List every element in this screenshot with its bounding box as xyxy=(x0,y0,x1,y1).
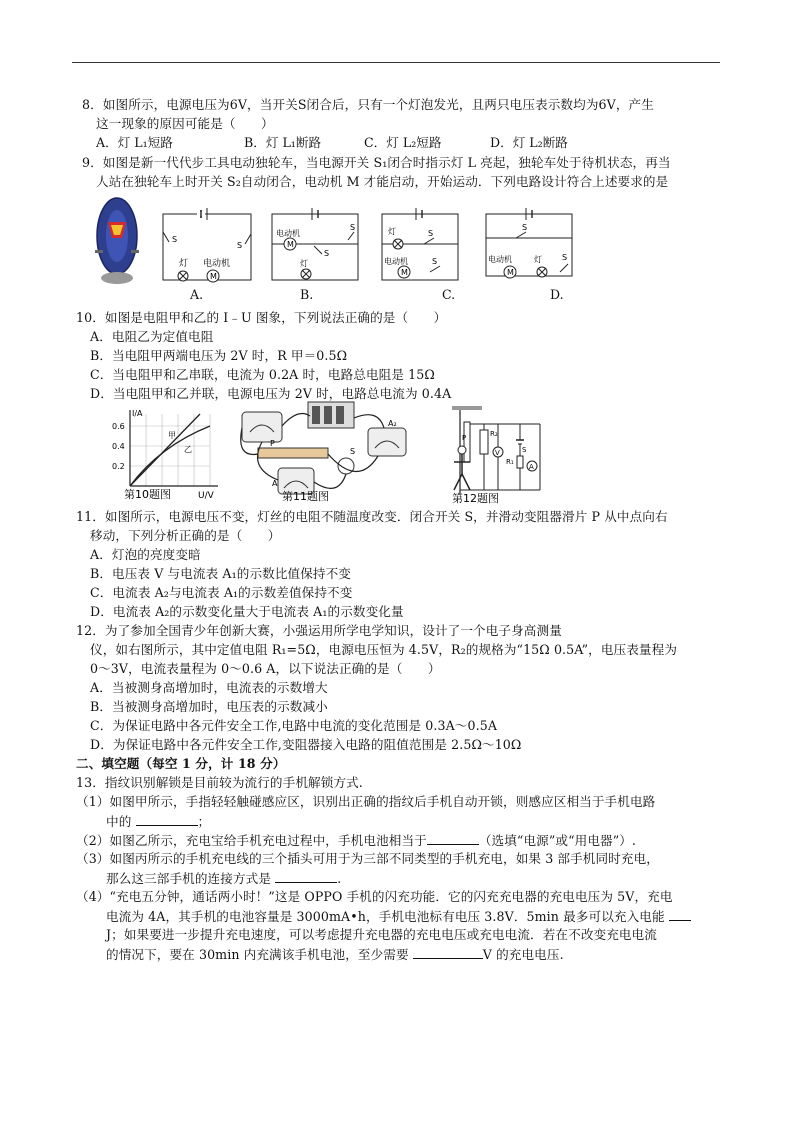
svg-text:A₂: A₂ xyxy=(388,419,397,428)
q13-part4-line3: J；如果要进一步提升充电速度，可以考虑提升充电器的充电电压或充电电流．若在不改变充电电流 xyxy=(106,927,657,942)
svg-text:灯: 灯 xyxy=(300,259,308,268)
fig12-caption: 第12题图 xyxy=(452,492,499,504)
svg-text:R₁: R₁ xyxy=(506,458,514,466)
svg-text:灯: 灯 xyxy=(179,259,189,269)
q11-stem-line1: 11．如图所示，电源电压不变，灯丝的电阻不随温度改变．闭合开关 S，并滑动变阻器滑片 P 从中点向右 xyxy=(76,509,668,524)
svg-text:V: V xyxy=(495,449,500,457)
q11-option-c: C．电流表 A₂与电流表 A₁的示数差值保持不变 xyxy=(90,585,353,600)
fig10-caption: 第10题图 xyxy=(124,488,171,501)
svg-text:S: S xyxy=(428,229,434,238)
q13-part4-blank2[interactable] xyxy=(413,946,483,959)
q13-stem: 13．指纹识别解锁是目前较为流行的手机解锁方式. xyxy=(76,775,363,790)
graph-xlabel: U/V xyxy=(198,491,214,501)
svg-text:灯: 灯 xyxy=(534,255,542,264)
q9-caption-a: A. xyxy=(190,287,204,302)
q11-option-a: A．灯泡的亮度变暗 xyxy=(90,547,201,562)
svg-text:电动机: 电动机 xyxy=(276,229,300,238)
q10-stem: 10．如图是电阻甲和乙的 I﹣U 图象，下列说法正确的是（ ） xyxy=(76,310,447,325)
svg-text:P: P xyxy=(270,439,275,448)
svg-text:S: S xyxy=(172,235,178,244)
svg-text:A: A xyxy=(272,479,278,488)
svg-text:S: S xyxy=(350,447,356,456)
q13-part4-blank1[interactable] xyxy=(669,908,691,921)
q9-stem-line1: 9．如图是新一代代步工具电动独轮车，当电源开关 S₁闭合时指示灯 L 亮起，独轮车处于待机状态，再当 xyxy=(82,155,671,170)
svg-text:M: M xyxy=(401,268,408,277)
q13-part2-prefix: （2）如图乙所示，充电宝给手机充电过程中，手机电池相当于 xyxy=(76,833,427,848)
q13-part4-line1: （4）“充电五分钟，通话两小时！”这是 OPPO 手机的闪充功能．它的闪充充电器的充电电压为 5V，充电 xyxy=(76,889,673,904)
q11-option-b: B．电压表 V 与电流表 A₁的示数比值保持不变 xyxy=(90,566,351,581)
q8-stem-line2: 这一现象的原因可能是（ ） xyxy=(96,116,274,131)
svg-text:S: S xyxy=(237,241,243,250)
q13-part4-line2-text: 电流为 4A，其手机的电池容量是 3000mA•h，手机电池标有电压 3.8V．5min 最多可以充入电能 xyxy=(106,909,669,924)
q8-stem-line1: 8．如图所示，电源电压为6V，当开关S闭合后，只有一个灯泡发光，且两只电压表示数均为6V，产生 xyxy=(82,97,654,112)
q11-stem-line2: 移动，下列分析正确的是（ ） xyxy=(90,528,281,543)
unicycle-image xyxy=(92,192,142,288)
q13-part1-blank[interactable] xyxy=(136,813,198,826)
q9-caption-b: B. xyxy=(300,287,314,302)
svg-text:电动机: 电动机 xyxy=(384,257,408,266)
section2-heading: 二、填空题（每空 1 分，计 18 分） xyxy=(76,756,286,771)
q10-option-d: D．当电阻甲和乙并联，电源电压为 2V 时，电路总电流为 0.4A xyxy=(90,386,452,401)
svg-text:灯: 灯 xyxy=(388,227,396,236)
q13-part4-line2 xyxy=(106,908,691,925)
circuit-option-b xyxy=(268,208,364,288)
svg-text:电动机: 电动机 xyxy=(488,255,512,264)
q10-option-c: C．当电阻甲和乙串联，电流为 0.2A 时，电路总电阻是 15Ω xyxy=(90,367,435,382)
svg-text:S: S xyxy=(324,249,330,258)
q12-stem-line3: 0～3V，电流表量程为 0～0.6 A，以下说法正确的是（ ） xyxy=(90,661,441,676)
q13-part4-line4 xyxy=(106,946,564,963)
q9-stem-line2: 人站在独轮车上时开关 S₂自动闭合，电动机 M 才能启动，开始运动．下列电路设计符合上述要求的是 xyxy=(96,174,669,189)
q13-part1-prefix: 中的 xyxy=(106,814,136,829)
q10-option-b: B．当电阻甲两端电压为 2V 时，R 甲＝0.5Ω xyxy=(90,348,348,363)
q13-part3-suffix: . xyxy=(337,871,342,886)
q12-option-c: C．为保证电路中各元件安全工作,电路中电流的变化范围是 0.3A～0.5A xyxy=(90,718,498,733)
q13-part4-line4-text: 的情况下，要在 30min 内充满该手机电池，至少需要 xyxy=(106,947,413,962)
q13-part3-blank[interactable] xyxy=(275,870,337,883)
q13-part1-line2 xyxy=(106,813,210,830)
q9-caption-d: D. xyxy=(550,287,564,302)
q11-option-d: D．电流表 A₂的示数变化量大于电流表 A₁的示数变化量 xyxy=(90,604,404,619)
q12-option-a: A．当被测身高增加时，电流表的示数增大 xyxy=(90,680,328,695)
svg-text:S: S xyxy=(562,253,568,262)
iu-graph-figure xyxy=(100,406,228,502)
header-rule xyxy=(72,62,720,63)
q13-part3-line2 xyxy=(106,870,341,887)
circuit-option-d xyxy=(482,208,578,288)
q12-option-b: B．当被测身高增加时，电压表的示数减小 xyxy=(90,699,328,714)
q8-option-b: B．灯 L₁断路 xyxy=(244,135,322,150)
svg-text:P: P xyxy=(462,434,467,442)
q12-option-d: D．为保证电路中各元件安全工作,变阻器接入电路的阻值范围是 2.5Ω～10Ω xyxy=(90,737,522,752)
q12-stem-line1: 12．为了参加全国青少年创新大赛，小强运用所学电学知识，设计了一个电子身高测量 xyxy=(76,623,562,638)
fig11-circuit-photo xyxy=(238,398,410,504)
svg-text:M: M xyxy=(507,268,514,277)
graph-ylabel: I/A xyxy=(132,409,143,418)
fig12-height-meter xyxy=(440,404,550,504)
q13-part1-suffix: ； xyxy=(197,814,211,829)
svg-text:乙: 乙 xyxy=(184,445,192,454)
graph-ytick-2: 0.2 xyxy=(112,462,125,471)
q9-caption-c: C. xyxy=(442,287,456,302)
fig11-caption: 第11题图 xyxy=(282,490,329,503)
svg-text:甲: 甲 xyxy=(168,431,176,440)
q13-part2-suffix: （选填“电源”或“用电器”）. xyxy=(478,833,637,848)
graph-ytick-1: 0.4 xyxy=(112,442,125,451)
svg-text:M: M xyxy=(287,240,294,249)
q13-part2-blank[interactable] xyxy=(427,832,479,845)
q13-part3-line1: （3）如图丙所示的手机充电线的三个插头可用于为三部不同类型的手机充电，如果 3 部手机同时充电， xyxy=(76,851,659,866)
q13-part2-line xyxy=(76,832,636,849)
circuit-option-c xyxy=(378,208,462,288)
q8-option-d: D．灯 L₂断路 xyxy=(490,135,568,150)
q12-stem-line2: 仪，如右图所示，其中定值电阻 R₁=5Ω，电源电压恒为 4.5V，R₂的规格为“15Ω 0.5A”，电压表量程为 xyxy=(90,642,678,657)
q13-part3-prefix: 那么这三部手机的连接方式是 xyxy=(106,871,276,886)
q8-option-c: C．灯 L₂短路 xyxy=(364,135,442,150)
graph-ytick-0: 0.6 xyxy=(112,422,125,431)
svg-text:S: S xyxy=(432,257,438,266)
svg-text:A: A xyxy=(529,463,534,471)
circuit-option-a xyxy=(157,208,257,288)
svg-text:M: M xyxy=(210,272,217,281)
svg-text:电动机: 电动机 xyxy=(203,259,231,269)
svg-text:S: S xyxy=(522,446,527,454)
q10-option-a: A．电阻乙为定值电阻 xyxy=(90,329,214,344)
svg-text:S: S xyxy=(522,223,528,232)
svg-text:S: S xyxy=(350,223,356,232)
q13-part1-line1: （1）如图甲所示，手指轻轻触碰感应区，识别出正确的指纹后手机自动开锁，则感应区相当于手机电路 xyxy=(76,794,656,809)
svg-text:R₂: R₂ xyxy=(490,430,498,438)
q8-option-a: A．灯 L₁短路 xyxy=(96,135,173,150)
q13-part4-suffix: V 的充电电压. xyxy=(482,947,564,962)
